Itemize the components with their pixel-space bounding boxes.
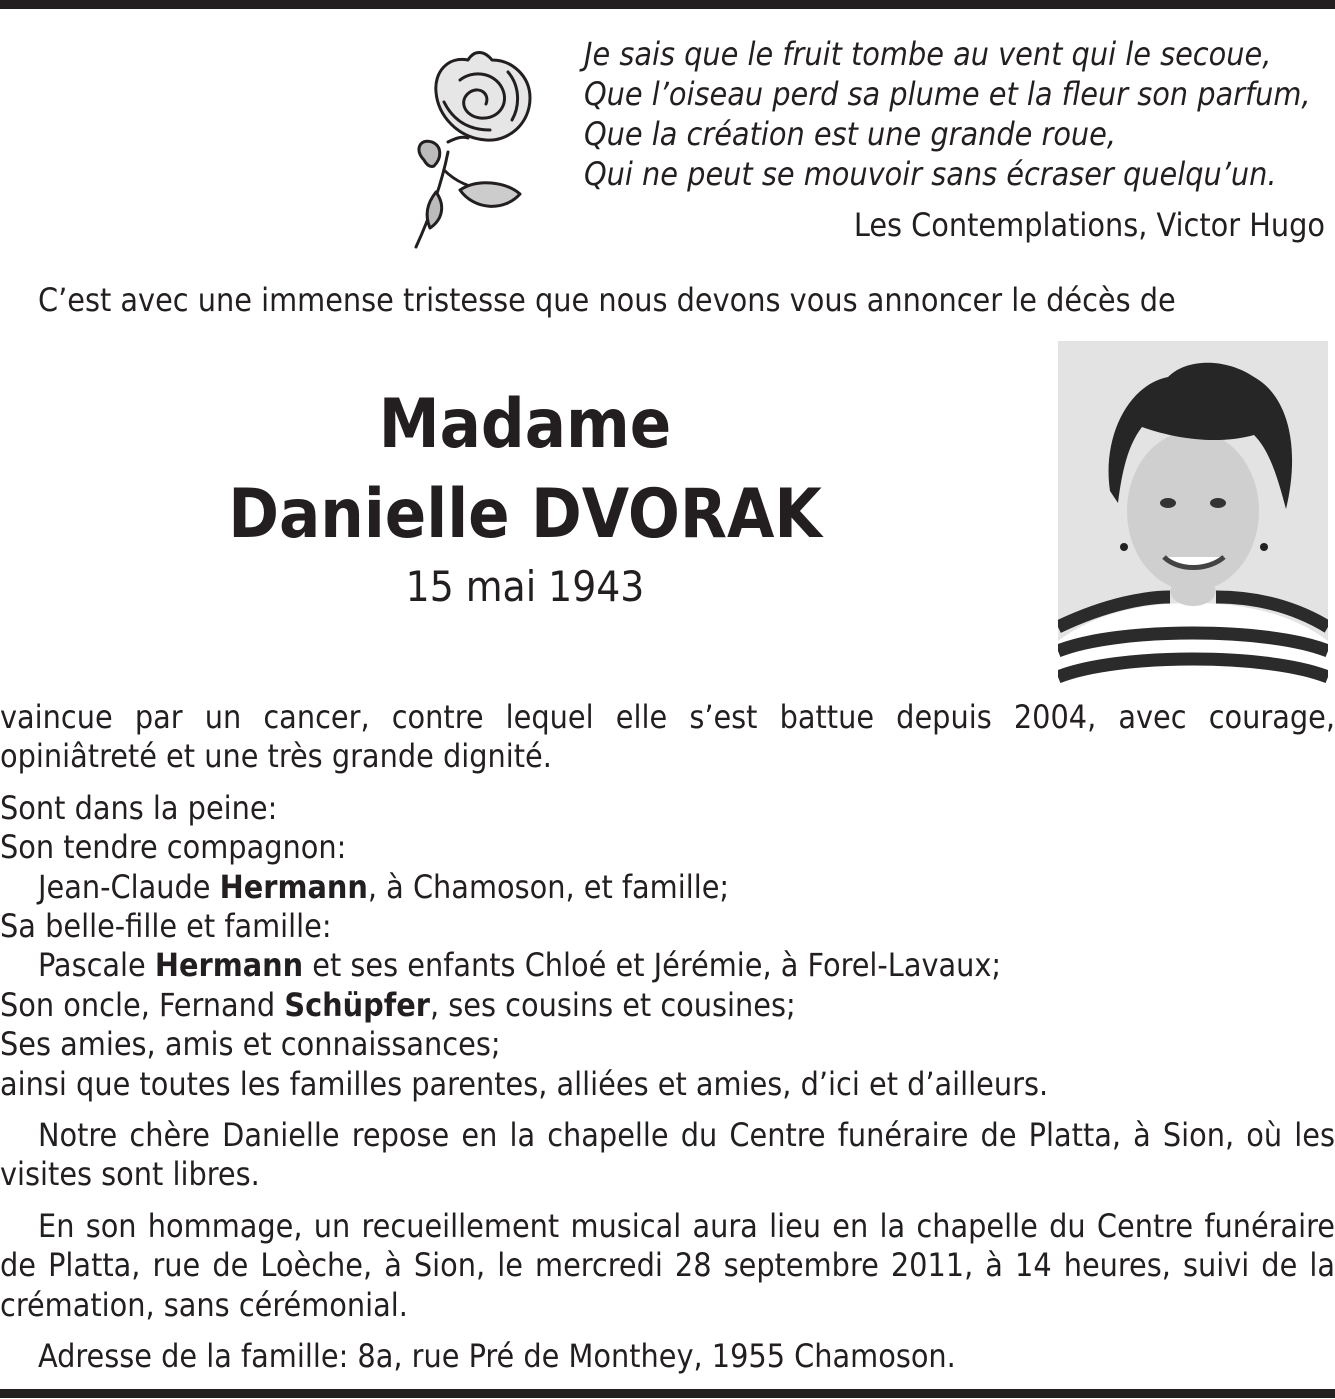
companion-line: Jean-Claude Hermann, à Chamoson, et famille; [38, 867, 730, 906]
ceremony-paragraph: En son hommage, un recueillement musical aura lieu en la chapelle du Centre funéraire de Platta, rue de Loèche, à Sion, le mercredi 28 septembre 2011, à 14 heures, suivi de la crémation, sans cérémonial. [0, 1206, 1335, 1324]
friends-line: Ses amies, amis et connaissances; [0, 1025, 501, 1064]
companion-heading: Son tendre compagnon: [0, 828, 347, 867]
poem-source: Les Contemplations, Victor Hugo [853, 206, 1325, 244]
deceased-name-block [200, 380, 850, 616]
stepdaughter-line: Pascale Hermann et ses enfants Chloé et Jérémie, à Forel-Lavaux; [38, 946, 1002, 985]
poem-line: Que la création est une grande roue, [584, 115, 1117, 153]
rests-paragraph: Notre chère Danielle repose en la chapelle du Centre funéraire de Platta, à Sion, où les visites sont libres. [0, 1116, 1335, 1194]
stepdaughter-heading: Sa belle-fille et famille: [0, 907, 332, 946]
obituary-text [0, 698, 1335, 1377]
rose-icon [408, 42, 538, 252]
deceased-name: Danielle DVORAK [228, 475, 822, 554]
uncle-line: Son oncle, Fernand Schüpfer, ses cousins et cousines; [0, 985, 796, 1024]
announcement-intro: C’est avec une immense tristesse que nous devons vous annoncer le décès de [38, 281, 1176, 319]
poem-line: Qui ne peut se mouvoir sans écraser quelqu’un. [584, 155, 1277, 193]
poem [584, 34, 1334, 194]
birth-date: 15 mai 1943 [405, 562, 645, 611]
illness-paragraph: vaincue par un cancer, contre lequel elle s’est battue depuis 2004, avec courage, opiniâtreté et une très grande dignité. [0, 698, 1335, 776]
families-line: ainsi que toutes les familles parentes, alliées et amies, d’ici et d’ailleurs. [0, 1064, 1049, 1103]
mourners-heading: Sont dans la peine: [0, 788, 278, 827]
portrait-photo [1058, 341, 1328, 688]
bottom-rule [0, 1389, 1335, 1398]
family-address: Adresse de la famille: 8a, rue Pré de Monthey, 1955 Chamoson. [38, 1337, 956, 1376]
deceased-title: Madame [378, 385, 672, 464]
poem-line: Que l’oiseau perd sa plume et la fleur son parfum, [584, 75, 1311, 113]
poem-line: Je sais que le fruit tombe au vent qui le secoue, [584, 35, 1272, 73]
top-rule [0, 0, 1335, 9]
